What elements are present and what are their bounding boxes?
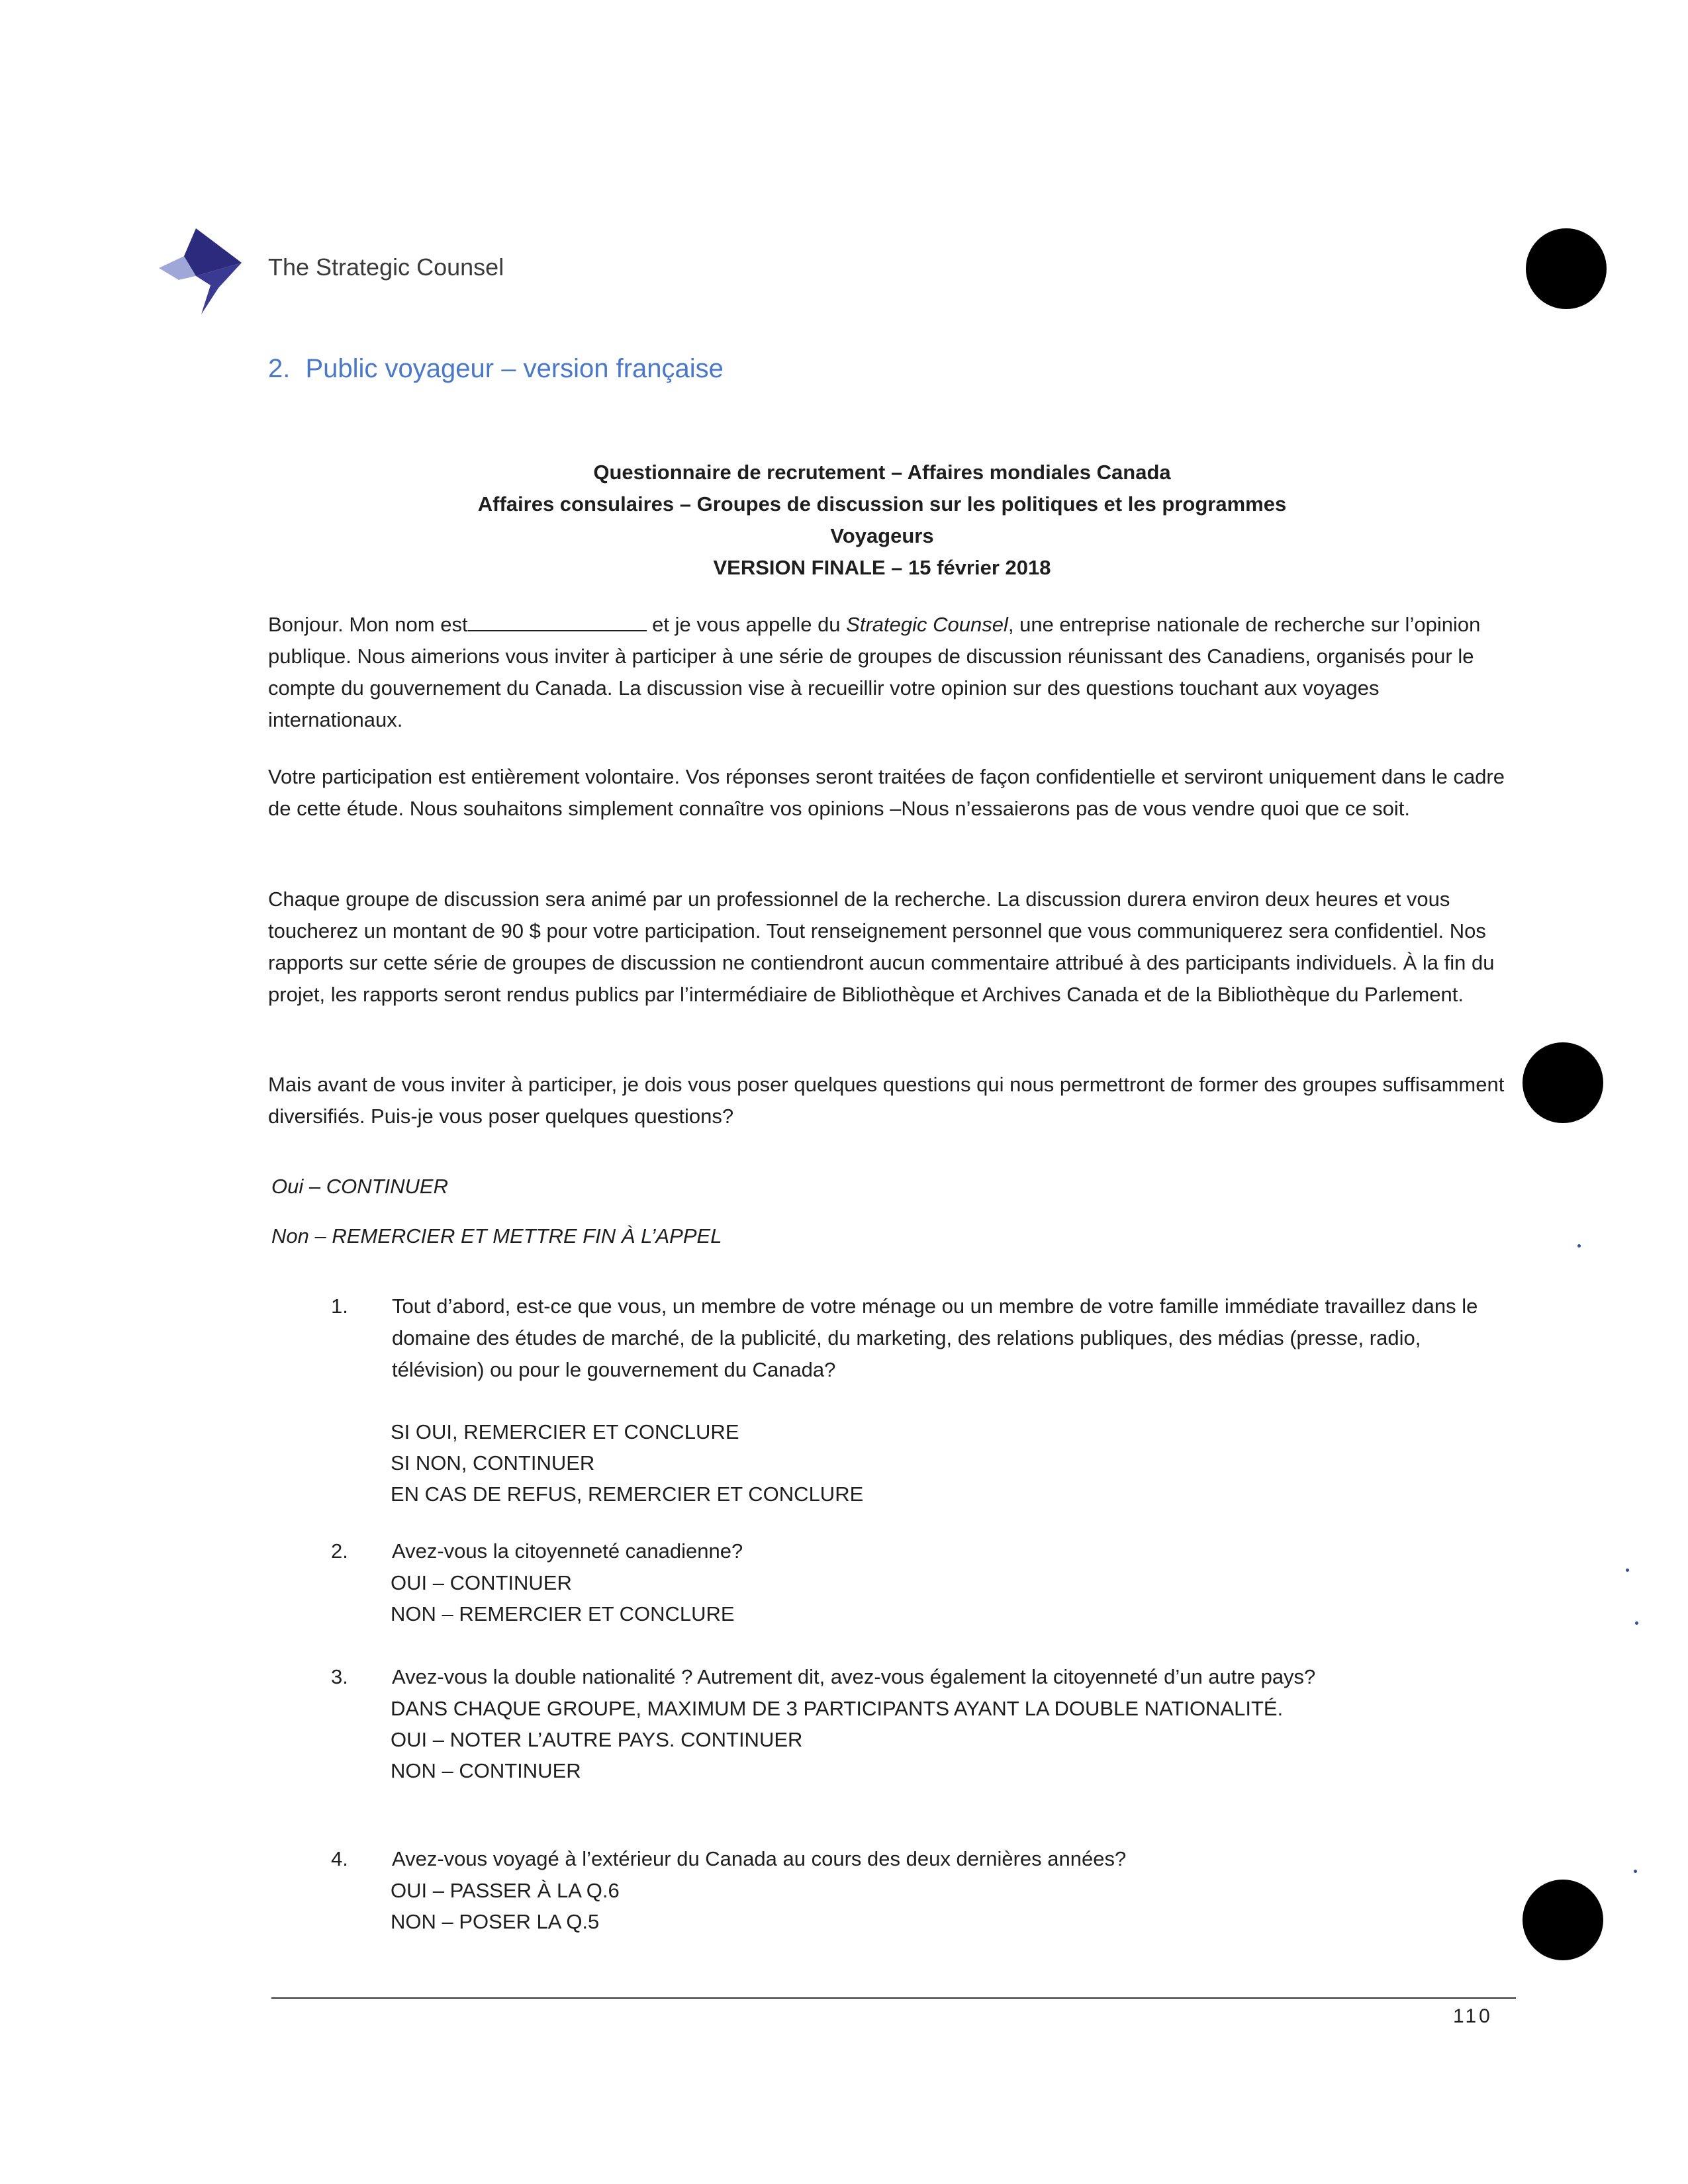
- question-text: Avez-vous la citoyenneté canadienne?: [392, 1539, 743, 1563]
- instruction-line: DANS CHAQUE GROUPE, MAXIMUM DE 3 PARTICIPANTS AYANT LA DOUBLE NATIONALITÉ.: [391, 1697, 1284, 1720]
- instruction-line: NON – REMERCIER ET CONCLURE: [391, 1602, 735, 1625]
- instruction-line: OUI – PASSER À LA Q.6: [391, 1879, 620, 1902]
- question-text: Avez-vous voyagé à l’extérieur du Canada au cours des deux dernières années?: [392, 1847, 1127, 1870]
- instruction-line: NON – POSER LA Q.5: [391, 1910, 600, 1933]
- choice-no: Non – REMERCIER ET METTRE FIN À L’APPEL: [271, 1224, 722, 1248]
- section-number: 2.: [268, 354, 291, 383]
- intro-paragraph: [268, 609, 1506, 736]
- instruction-line: EN CAS DE REFUS, REMERCIER ET CONCLURE: [391, 1482, 864, 1506]
- incentive-paragraph: Chaque groupe de discussion sera animé par un professionnel de la recherche. La discussion durera environ deux heures et vous toucherez un montant de 90 $ pour votre participation. Tout renseignement personnel que vous communiquerez sera confidentiel. Nos rapports sur cette série de groupes de discussion ne contiendront aucun commentaire attribué à des participants individuels. À la fin du projet, les rapports seront rendus publics par l’intermédiaire de Bibliothèque et Archives Canada et de la Bibliothèque du Parlement.: [268, 887, 1495, 1006]
- question-1: [331, 1291, 1496, 1386]
- title-line: Voyageurs: [830, 524, 934, 547]
- question-number: 1.: [331, 1295, 348, 1318]
- section-title: Public voyageur – version française: [305, 354, 724, 383]
- footer-rule: [271, 1997, 1516, 1999]
- greeting-text: Bonjour. Mon nom est: [268, 613, 468, 636]
- question-4-instructions: [391, 1875, 620, 1937]
- instruction-line: NON – CONTINUER: [391, 1759, 581, 1782]
- question-3-instructions: [391, 1693, 1283, 1786]
- punch-hole: [1523, 1880, 1603, 1960]
- question-4: [331, 1843, 1496, 1875]
- question-text: Tout d’abord, est-ce que vous, un membre de votre ménage ou un membre de votre famille immédiate travaillez dans le domaine des études de marché, de la publicité, du marketing, des relations publiques, des médias (presse, radio, télévision) ou pour le gouvernement du Canada?: [392, 1295, 1478, 1381]
- title-line: Questionnaire de recrutement – Affaires mondiales Canada: [593, 461, 1171, 484]
- name-blank-line: [468, 613, 647, 631]
- instruction-line: SI OUI, REMERCIER ET CONCLURE: [391, 1420, 739, 1443]
- title-line: VERSION FINALE – 15 février 2018: [713, 556, 1051, 579]
- question-2-instructions: [391, 1567, 735, 1629]
- question-number: 4.: [331, 1847, 348, 1870]
- screening-paragraph: Mais avant de vous inviter à participer, je dois vous poser quelques questions qui nous permettront de former des groupes suffisamment diversifiés. Puis-je vous poser quelques questions?: [268, 1073, 1505, 1128]
- instruction-line: SI NON, CONTINUER: [391, 1451, 595, 1475]
- title-line: Affaires consulaires – Groupes de discussion sur les politiques et les programmes: [477, 492, 1287, 516]
- question-2: [331, 1535, 1496, 1567]
- voluntary-paragraph: Votre participation est entièrement volontaire. Vos réponses seront traitées de façon confidentielle et serviront uniquement dans le cadre de cette étude. Nous souhaitons simplement connaître vos opinions –Nous n’essaierons pas de vous vendre quoi que ce soit.: [268, 765, 1505, 820]
- question-3: [331, 1661, 1496, 1693]
- question-1-instructions: [391, 1416, 863, 1510]
- brand-name: The Strategic Counsel: [268, 253, 504, 281]
- question-number: 2.: [331, 1539, 348, 1563]
- scan-speck: [1626, 1569, 1629, 1572]
- scan-speck: [1577, 1244, 1581, 1248]
- intro-text: et je vous appelle du: [646, 613, 847, 636]
- instruction-line: OUI – CONTINUER: [391, 1571, 572, 1594]
- instruction-line: OUI – NOTER L’AUTRE PAYS. CONTINUER: [391, 1728, 803, 1751]
- scan-speck: [1634, 1870, 1637, 1873]
- choice-yes: Oui – CONTINUER: [271, 1175, 448, 1198]
- firm-name: Strategic Counsel: [846, 613, 1008, 636]
- document-title: [265, 457, 1499, 584]
- section-heading: [268, 354, 724, 384]
- intro-text: , une entreprise nationale de recherche sur l’opinion publique. Nous aimerions vous inviter à participer à une série de groupes de discussion réunissant des Canadiens, organisés pour le compte du gouvernement du Canada. La discussion vise à recueillir votre opinion sur des questions touchant aux voyages internationaux.: [268, 613, 1481, 731]
- page-number: 110: [1453, 2005, 1493, 2027]
- question-text: Avez-vous la double nationalité ? Autrement dit, avez-vous également la citoyenneté d’un autre pays?: [392, 1665, 1316, 1688]
- punch-hole: [1523, 1042, 1603, 1123]
- scan-speck: [1635, 1621, 1638, 1625]
- strategic-counsel-logo-icon: [159, 228, 242, 314]
- question-number: 3.: [331, 1665, 348, 1688]
- punch-hole: [1526, 228, 1607, 309]
